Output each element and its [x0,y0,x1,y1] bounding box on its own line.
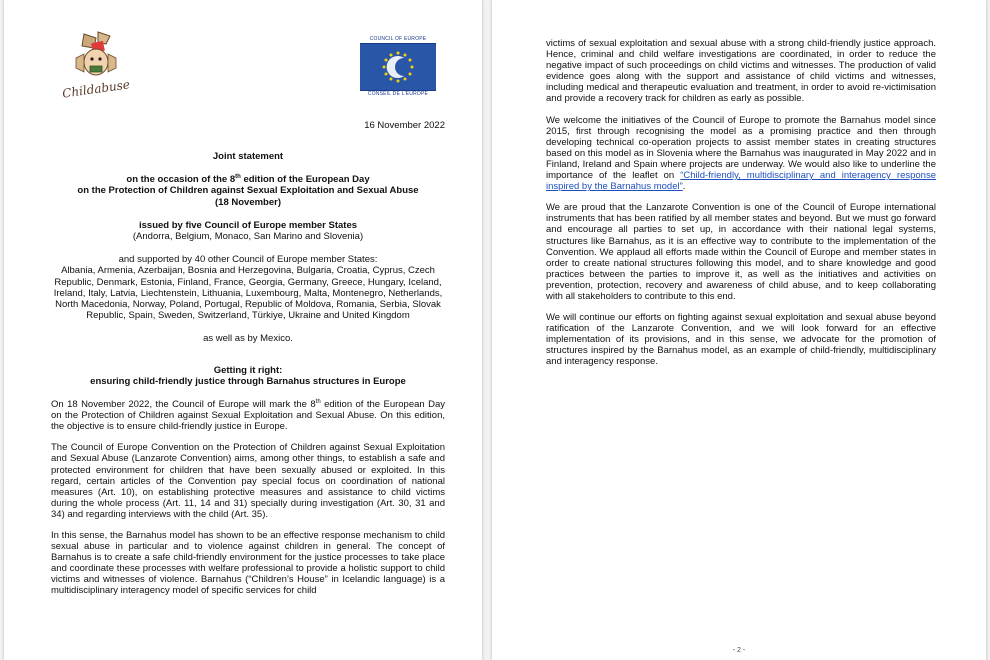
council-of-europe-logo [360,36,436,98]
issued-by-line: issued by five Council of Europe member States [138,219,358,231]
section-subtitle [51,365,445,387]
paragraph-5: We welcome the initiatives of the Council of Europe to promote the Barnahus model since 2015, first through recognising the model as a promising practice and then through developing technical co-operation projects to assist member states in creating structures based on this model as in Slovenia where the Barnahus was inaugurated in May 2022 and in Finland, Ireland and Spain where projects are underway. We would also like to underline the importance of the leaflet on “Child-friendly, multidisciplinary and interagency response inspired by the Barnahus model”. [546,114,936,193]
paragraph-1: On 18 November 2022, the Council of Europe will mark the 8th edition of the European Day on the Protection of Children against Sexual Exploitation and Sexual Abuse. On this edition, the objective is to ensure child-friendly justice in Europe. [51,398,445,433]
document-page-2 [492,0,986,660]
barnahus-leaflet-link[interactable]: “Child-friendly, multidisciplinary and interagency response inspired by the Barnahus model” [546,170,936,193]
paragraph-4: victims of sexual exploitation and sexual abuse with a strong child-friendly justice approach. Hence, criminal and child welfare investigations are coordinated, in order to reduce the negative impact of such proceedings on child victims and witnesses. The production of valid evidence goes along with the support and assistance of child victims and witnesses, including medical and therapeutic evaluation and treatment, in order to avoid re-victimisation and provide a recovery track for children as early as possible. [546,38,936,105]
occasion-block [51,174,445,208]
coe-stars-icon [360,44,436,90]
childabuse-logo-text: Childabuse [61,77,131,101]
occasion-line-2: on the Protection of Children against Sexual Exploitation and Sexual Abuse [77,185,419,197]
coe-logo-top-text: COUNCIL OF EUROPE [360,36,436,44]
supported-block [51,254,445,321]
paragraph-7: We will continue our efforts on fighting against sexual exploitation and sexual abuse beyond ratification of the Lanzarote Convention, and we will look forward for an effective implementation of its provisions, and in this sense, we advocate for the promotion of structures inspired by the Barnahus model, as an example of child-friendly, multidisciplinary and interagency response. [546,312,936,368]
page-2-body [546,38,936,378]
document-page-1 [4,0,482,660]
paragraph-2: The Council of Europe Convention on the Protection of Children against Sexual Exploitation and Sexual Abuse (Lanzarote Convention) aims, among other things, to establish a safe and protected environment for children that have been sexually abused or exploited. In this regard, certain articles of the Convention pay special focus on coordination of national measures (Art. 10), on establishing protective measures and assistance to child victims during the whole process (Art. 11, 14 and 31) specially during investigation (Art. 30, 31 and 34) and regarding interviews with the child (Art. 35). [51,442,445,520]
childabuse-logo [54,28,144,108]
paragraph-6: We are proud that the Lanzarote Convention is one of the Council of Europe international instruments that has been ratified by all member states and beyond. But we must go forward and encourage all parties to set up, in accordance with their national legal systems, structures like Barnahus, as it is an effective way to contribute to the implementation of the Convention. We applaud all efforts made within the Council of Europe and member states in order to create national structures following this model, and to share knowledge and good practices between the parties to improve it, as well as the initiatives and activities on prevention, protection, recovery and awareness of child abuse, and to keep collaborating with all stakeholders to contribute to this end. [546,202,936,302]
statement-date: 16 November 2022 [364,120,445,131]
occasion-line-1: on the occasion of the 8th edition of the European Day [126,174,370,186]
issued-states-line: (Andorra, Belgium, Monaco, San Marino and Slovenia) [132,231,364,243]
page-number: - 2 - [732,647,746,654]
as-well-as-line: as well as by Mexico. [203,333,293,345]
supported-states-list: Albania, Armenia, Azerbaijan, Bosnia and Herzegovina, Bulgaria, Croatia, Cyprus, Czech Republic, Denmark, Estonia, Finland, France, Georgia, Germany, Greece, Hungary, Iceland, Ireland, Italy, Latvia, Liechtenstein, Lithuania, Luxembourg, Malta, Montenegro, Netherlands, North Macedonia, Norway, Poland, Portugal, Republic of Moldova, Romania, Serbia, Slovak Republic, Spain, Sweden, Switzerland, Türkiye, Ukraine and United Kingdom [53,265,443,322]
statement-heading: Joint statement [212,151,284,162]
coe-logo-bottom-text: CONSEIL DE L'EUROPE [360,90,436,98]
page-1-body [51,120,445,607]
paragraph-3: In this sense, the Barnahus model has shown to be an effective response mechanism to child sexual abuse in particular and to violence against children in general. The concept of Barnahus is to create a safe child-friendly environment for the justice processes to take place and coordinate these processes with welfare professional to provide a holistic support to child victims and witnesses of violence. Barnahus (“Children’s House” in Icelandic language) is a multidisciplinary interagency model of specific services for child [51,529,445,597]
issued-block [51,220,445,242]
coe-flag [360,44,436,90]
subtitle-line-2: ensuring child-friendly justice through Barnahus structures in Europe [90,375,406,387]
supported-by-line: and supported by 40 other Council of Europe member States: [118,254,378,266]
subtitle-line-1: Getting it right: [213,364,283,376]
occasion-line-3: (18 November) [215,196,281,208]
